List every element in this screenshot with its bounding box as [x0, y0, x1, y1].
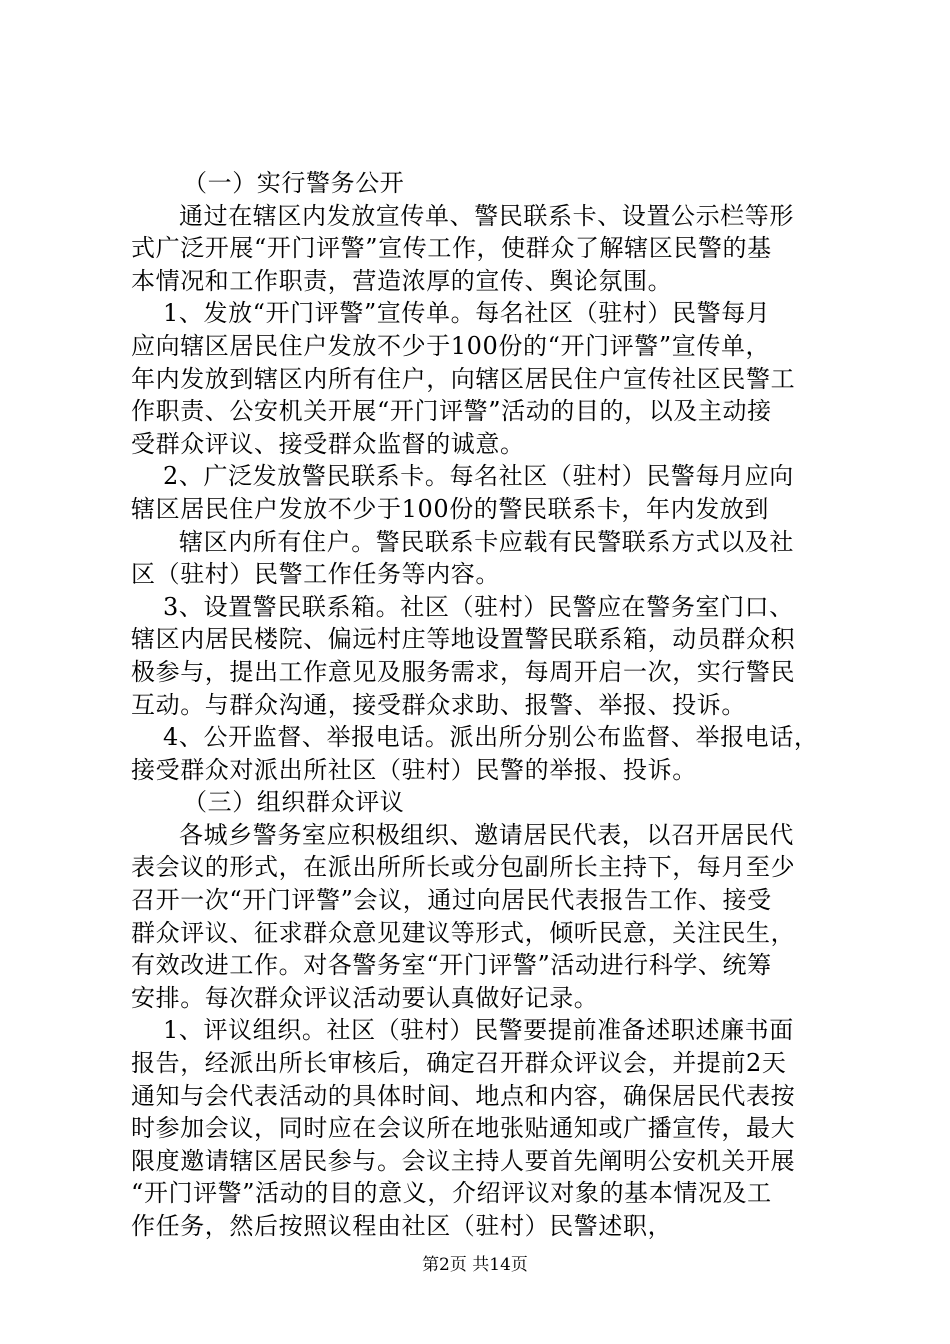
- text-line: 本情况和工作职责，营造浓厚的宣传、舆论氛围。: [131, 266, 673, 295]
- text-line: 4、公开监督、举报电话。派出所分别公布监督、举报电话，: [163, 723, 819, 752]
- text-line: 1、评议组织。社区（驻村）民警要提前准备述职述廉书面: [163, 1016, 794, 1045]
- text-line: “开门评警”活动的目的意义，介绍评议对象的基本情况及工: [131, 1179, 772, 1208]
- text-line: 辖区居民住户发放不少于100份的警民联系卡，年内发放到: [131, 494, 770, 523]
- text-line: 群众评议、征求群众意见建议等形式，倾听民意，关注民生，: [131, 918, 796, 947]
- text-line: 辖区内所有住户。警民联系卡应载有民警联系方式以及社: [179, 527, 794, 556]
- text-line: 式广泛开展“开门评警”宣传工作，使群众了解辖区民警的基: [131, 234, 772, 263]
- text-line: 1、发放“开门评警”宣传单。每名社区（驻村）民警每月: [163, 299, 771, 328]
- text-line: 区（驻村）民警工作任务等内容。: [131, 560, 500, 589]
- text-line: 通过在辖区内发放宣传单、警民联系卡、设置公示栏等形: [179, 201, 794, 230]
- text-line: 接受群众对派出所社区（驻村）民警的举报、投诉。: [131, 755, 697, 784]
- text-line: 极参与，提出工作意见及服务需求，每周开启一次，实行警民: [131, 657, 796, 686]
- text-line: 表会议的形式，在派出所所长或分包副所长主持下，每月至少: [131, 853, 796, 882]
- text-line: 互动。与群众沟通，接受群众求助、报警、举报、投诉。: [131, 690, 746, 719]
- text-line: 各城乡警务室应积极组织、邀请居民代表，以召开居民代: [179, 820, 794, 849]
- text-line: 限度邀请辖区居民参与。会议主持人要首先阐明公安机关开展: [131, 1146, 796, 1175]
- text-line: 时参加会议，同时应在会议所在地张贴通知或广播宣传，最大: [131, 1114, 796, 1143]
- page-footer: 第2页 共14页: [422, 1255, 528, 1275]
- text-line: 2、广泛发放警民联系卡。每名社区（驻村）民警每月应向: [163, 462, 794, 491]
- text-line: 安排。每次群众评议活动要认真做好记录。: [131, 983, 599, 1012]
- text-line: 年内发放到辖区内所有住户，向辖区居民住户宣传社区民警工: [131, 364, 796, 393]
- text-line: 辖区内居民楼院、偏远村庄等地设置警民联系箱，动员群众积: [131, 625, 796, 654]
- text-line: 通知与会代表活动的具体时间、地点和内容，确保居民代表按: [131, 1081, 796, 1110]
- text-line: 报告，经派出所长审核后，确定召开群众评议会，并提前2天: [131, 1049, 787, 1078]
- text-line: 召开一次“开门评警”会议，通过向居民代表报告工作、接受: [131, 886, 772, 915]
- text-line: 作职责、公安机关开展“开门评警”活动的目的，以及主动接: [131, 397, 772, 426]
- text-line: 作任务，然后按照议程由社区（驻村）民警述职，: [131, 1212, 673, 1240]
- text-line: （三）组织群众评议: [183, 788, 405, 817]
- text-line: 应向辖区居民住户发放不少于100份的“开门评警”宣传单，: [131, 331, 771, 360]
- text-line: 受群众评议、接受群众监督的诚意。: [131, 429, 525, 458]
- text-line: （一）实行警务公开: [183, 169, 405, 197]
- text-line: 有效改进工作。对各警务室“开门评警”活动进行科学、统筹: [131, 951, 772, 980]
- document-body: [131, 167, 831, 1243]
- text-line: 3、设置警民联系箱。社区（驻村）民警应在警务室门口、: [163, 592, 794, 621]
